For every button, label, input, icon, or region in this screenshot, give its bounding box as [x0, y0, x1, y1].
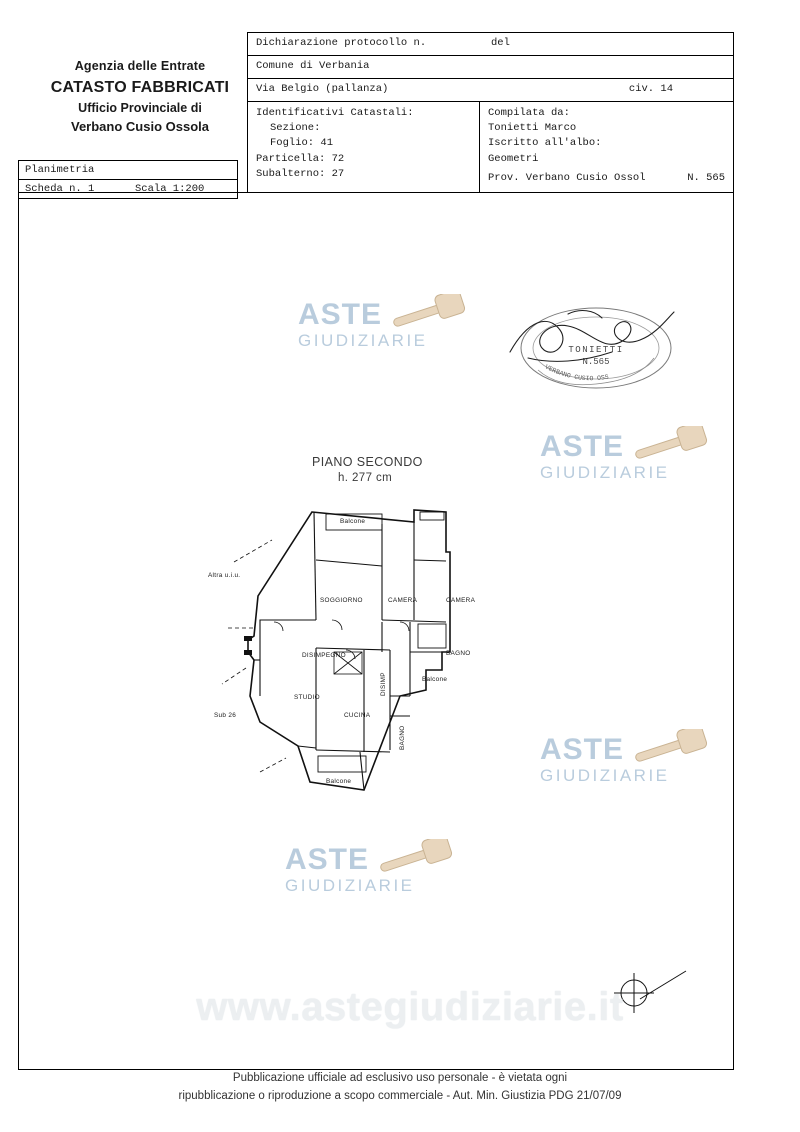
- protocol-row: [248, 33, 733, 56]
- cadastral-title: Identificativi Catastali:: [256, 107, 414, 119]
- label-bagno-1: BAGNO: [446, 650, 471, 657]
- province-number: N. 565: [687, 171, 725, 184]
- agency-line-4: Verbano Cusio Ossola: [71, 119, 209, 135]
- watermark-aste-text: ASTE: [285, 843, 370, 876]
- scale-value: Scala 1:200: [135, 183, 205, 195]
- registration-label: Iscritto all'albo:: [488, 137, 602, 150]
- floor-label: [312, 455, 423, 484]
- floor-height: h. 277 cm: [338, 472, 393, 484]
- foglio-field: Foglio: 41: [270, 137, 334, 150]
- civic-number: civ. 14: [628, 83, 673, 95]
- scheda-number: Scheda n. 1: [25, 183, 95, 195]
- surveyor-block: [480, 102, 733, 192]
- label-cucina: CUCINA: [344, 712, 371, 719]
- footer-notice: [0, 1070, 800, 1106]
- compiled-by-label: Compilata da:: [488, 107, 570, 119]
- agency-line-3: Ufficio Provinciale di: [78, 101, 202, 116]
- watermark-aste-text: ASTE: [298, 298, 383, 331]
- watermark-giudiziarie-text: GIUDIZIARIE: [298, 331, 428, 350]
- footer-line-1: Pubblicazione ufficiale ad esclusivo uso personale - è vietata ogni: [232, 1072, 568, 1084]
- svg-text:TONIETTI: TONIETTI: [568, 345, 624, 355]
- footer-line-2: ripubblicazione o riproduzione a scopo commerciale - Aut. Min. Giustizia PDG 21/07/09: [178, 1089, 622, 1102]
- sezione-field: Sezione:: [270, 122, 321, 135]
- comune-row: Comune di Verbania: [248, 56, 733, 79]
- label-disimp-vertical: DISIMP: [380, 672, 387, 696]
- watermark-aste-text: ASTE: [540, 430, 625, 463]
- watermark-giudiziarie-text: GIUDIZIARIE: [285, 876, 415, 895]
- floor-name: PIANO SECONDO: [312, 455, 423, 469]
- agency-line-2: CATASTO FABBRICATI: [50, 78, 230, 96]
- svg-text:VERBANO CUSIO OSS: VERBANO CUSIO OSS: [543, 363, 610, 383]
- label-disimpegno: DISIMPEGNO: [302, 652, 346, 659]
- subalterno-field: Subalterno: 27: [256, 167, 345, 180]
- label-camera-2: CAMERA: [446, 597, 476, 604]
- watermark-url: www.astegiudiziarie.it: [196, 985, 624, 1029]
- protocol-date-label: del: [491, 37, 510, 49]
- svg-text:N.565: N.565: [582, 357, 610, 367]
- watermark-giudiziarie-text: GIUDIZIARIE: [540, 766, 670, 785]
- protocol-label: Dichiarazione protocollo n.: [256, 37, 427, 49]
- surveyor-stamp: [508, 300, 678, 392]
- watermark-giudiziarie-text: GIUDIZIARIE: [540, 463, 670, 482]
- label-balcone-top: Balcone: [340, 518, 366, 525]
- label-bagno-2: BAGNO: [399, 725, 406, 750]
- label-camera-1: CAMERA: [388, 597, 418, 604]
- declaration-table: [247, 32, 734, 193]
- label-soggiorno: SOGGIORNO: [320, 597, 363, 604]
- cadastral-split-row: [248, 102, 733, 192]
- compiled-by-value: Tonietti Marco: [488, 122, 577, 135]
- particella-field: Particella: 72: [256, 152, 345, 165]
- label-sub: Sub 26: [214, 712, 237, 719]
- address-value: Via Belgio (pallanza): [256, 83, 389, 95]
- planimetria-title: Planimetria: [19, 161, 237, 180]
- agency-heading: [40, 58, 240, 136]
- province-value: Prov. Verbano Cusio Ossol: [488, 171, 646, 184]
- label-other-unit: Altra u.i.u.: [208, 572, 241, 579]
- cadastral-ids: [248, 102, 480, 192]
- floor-plan-drawing: [208, 500, 514, 800]
- label-studio: STUDIO: [294, 694, 320, 701]
- registration-value: Geometri: [488, 152, 539, 165]
- watermark-aste-text: ASTE: [540, 733, 625, 766]
- address-row: [248, 79, 733, 102]
- label-balcone-bottom: Balcone: [326, 778, 352, 785]
- agency-line-1: Agenzia delle Entrate: [74, 59, 206, 73]
- label-balcone-right: Balcone: [422, 676, 448, 683]
